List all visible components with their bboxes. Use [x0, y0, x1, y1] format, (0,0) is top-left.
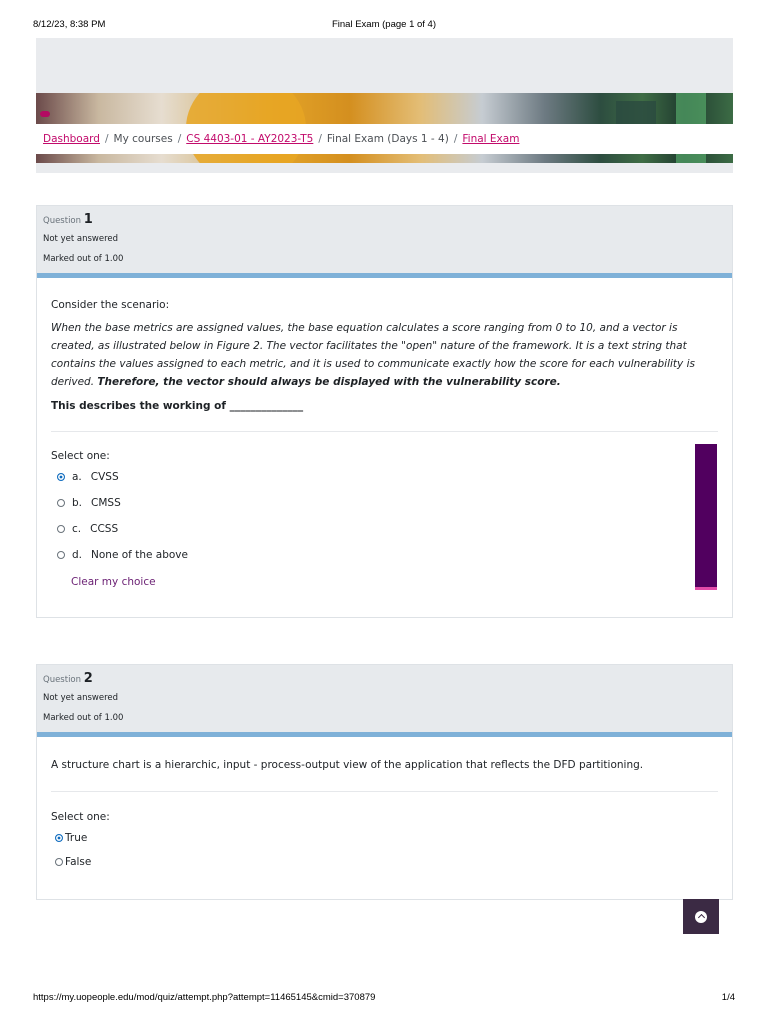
radio-button[interactable] — [57, 551, 65, 559]
divider — [51, 431, 718, 432]
breadcrumb-course-link[interactable]: CS 4403-01 - AY2023-T5 — [186, 133, 314, 145]
question-content — [37, 278, 732, 614]
clear-choice-link[interactable]: Clear my choice — [71, 576, 156, 588]
radio-button[interactable] — [55, 858, 63, 866]
question-number-value: 2 — [83, 671, 93, 686]
radio-button[interactable] — [57, 499, 65, 507]
question-number — [43, 671, 93, 686]
answer-option-c[interactable] — [57, 523, 118, 535]
question-label: Question — [43, 675, 82, 685]
question-content — [37, 737, 732, 897]
print-datetime: 8/12/23, 8:38 PM — [33, 19, 106, 30]
option-text: CMSS — [91, 497, 121, 509]
question-number-value: 1 — [83, 212, 93, 227]
question-state: Not yet answered — [43, 693, 119, 703]
question-intro: Consider the scenario: — [51, 299, 170, 311]
option-letter: b. — [72, 497, 83, 509]
breadcrumb-dashboard-link[interactable]: Dashboard — [43, 133, 100, 145]
option-letter: c. — [72, 523, 82, 535]
print-page-number: 1/4 — [721, 992, 735, 1003]
question-1 — [36, 205, 733, 618]
option-text: True — [65, 832, 88, 844]
question-number — [43, 212, 93, 227]
question-info — [37, 206, 732, 278]
radio-button[interactable] — [57, 525, 65, 533]
breadcrumb — [36, 124, 733, 154]
question-2 — [36, 664, 733, 900]
answer-option-d[interactable] — [57, 549, 188, 561]
option-text: CVSS — [90, 471, 119, 483]
breadcrumb-separator: / — [453, 133, 458, 145]
question-state: Not yet answered — [43, 234, 119, 244]
answer-option-true[interactable] — [55, 832, 87, 844]
answer-option-b[interactable] — [57, 497, 121, 509]
side-block — [695, 444, 717, 590]
radio-button-checked[interactable] — [55, 834, 63, 842]
question-label: Question — [43, 216, 82, 226]
print-header — [0, 19, 768, 33]
breadcrumb-separator: / — [177, 133, 182, 145]
option-text: False — [65, 856, 92, 868]
print-url: https://my.uopeople.edu/mod/quiz/attempt.php?attempt=11465145&cmid=370879 — [33, 992, 376, 1003]
print-footer — [0, 992, 768, 1006]
question-marks: Marked out of 1.00 — [43, 254, 124, 264]
chevron-up-circle-icon — [695, 911, 707, 923]
breadcrumb-separator: / — [318, 133, 322, 145]
select-one-label: Select one: — [51, 450, 110, 462]
question-marks: Marked out of 1.00 — [43, 713, 124, 723]
option-letter: a. — [72, 471, 82, 483]
scenario-italic: When the base metrics are assigned values, the base equation calculates a score ranging from 0 to 10, and a vector is created, as illustrated below in Figure 2. The vector facilitates the "open" nature of the framework. It is a text string that contains the values assigned to each metric, and it is used to communicate exactly how the score for each vulnerability is derived. — [51, 322, 695, 388]
banner-accent — [40, 111, 50, 117]
option-text: None of the above — [91, 549, 188, 561]
question-statement: A structure chart is a hierarchic, input - process-output view of the application that reflects the DFD partitioning. — [51, 759, 644, 771]
breadcrumb-section: Final Exam (Days 1 - 4) — [326, 133, 449, 145]
divider — [51, 791, 718, 792]
question-info — [37, 665, 732, 737]
print-doc-title: Final Exam (page 1 of 4) — [331, 19, 437, 30]
question-scenario — [51, 319, 713, 391]
breadcrumb-current-link[interactable]: Final Exam — [462, 133, 520, 145]
scenario-bold: Therefore, the vector should always be displayed with the vulnerability score. — [97, 376, 561, 388]
question-prompt: This describes the working of ______________ — [51, 400, 304, 412]
option-letter: d. — [72, 549, 83, 561]
question-text — [51, 296, 713, 420]
question-text — [51, 756, 713, 779]
breadcrumb-separator: / — [104, 133, 109, 145]
answer-option-false[interactable] — [55, 856, 91, 868]
select-one-label: Select one: — [51, 811, 110, 823]
radio-button-checked[interactable] — [57, 473, 65, 481]
breadcrumb-my-courses: My courses — [113, 133, 173, 145]
option-text: CCSS — [90, 523, 119, 535]
answer-option-a[interactable] — [57, 471, 119, 483]
back-to-top-button[interactable] — [683, 899, 719, 934]
